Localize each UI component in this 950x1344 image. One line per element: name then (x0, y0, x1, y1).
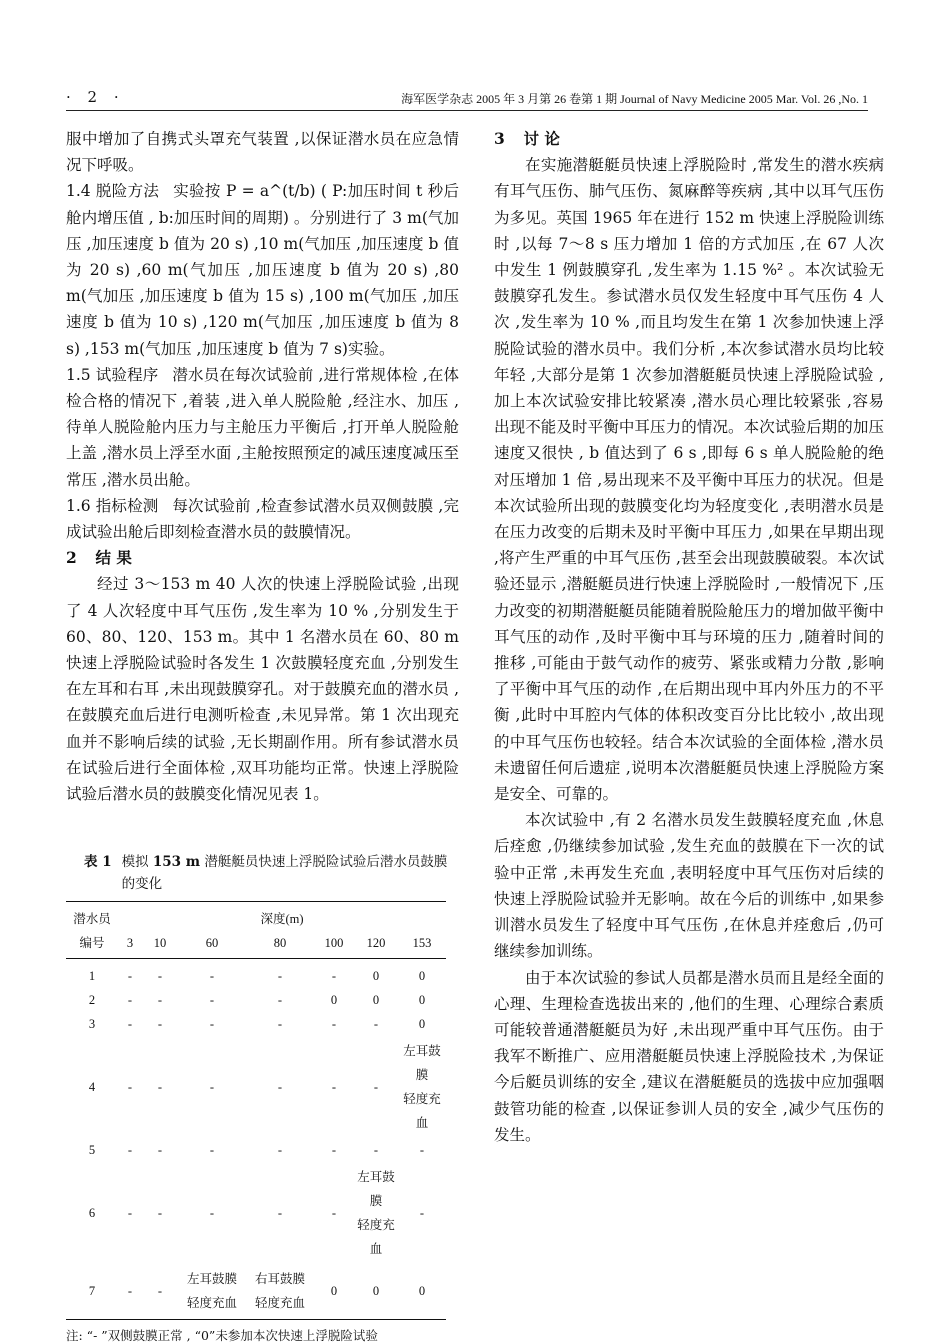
table-row-id: 7 (88, 1284, 96, 1299)
section-1-4-text: 实验按 P = a^(t/b) ( P:加压时间 t 秒后舱内增压值 , b:加压时间的周期) 。分别进行了 3 m(气加压 ,加压速度 b 值为 20 s) ,10 m(气加压 ,加压速度 b 值为 20 s) ,60 m(气加压 ,加压速度 b 值为 20 s) ,80 m(气加压 ,加压速度 b 值为 15 s) ,100 m(气加压 ,加压速度 b 值为 10 s) ,120 m(气加压 ,加压速度 b 值为 8 s) ,153 m(气加压 ,加压速度 b 值为 7 s)实验。 (66, 182, 459, 358)
discussion-paragraph-2: 本次试验中 ,有 2 名潜水员发生鼓膜轻度充血 ,休息后痊愈 ,仍继续参加试验 ,发生充血的鼓膜在下一次的试验中正常 ,未再发生充血 ,表明轻度中耳气压伤对后续的快速上浮脱险试验并无影响。故在今后的训练中 ,如果参训潜水员发生了轻度中耳气压伤 ,在休息并痊愈后 ,仍可继续参加训练。 (494, 811, 884, 961)
table-title-prefix: 模拟 (121, 854, 153, 871)
running-header: 海军医学杂志 2005 年 3 月第 26 卷第 1 期 Journal of Navy Medicine 2005 Mar. Vol. 26 ,No. 1 (401, 92, 868, 106)
table-row-id: 2 (88, 993, 96, 1008)
section-2-number: 2 (66, 548, 77, 568)
intro-paragraph: 服中增加了自携式头罩充气装置 ,以保证潜水员在应急情况下呼吸。 (66, 130, 459, 175)
table-cell: - (127, 969, 133, 984)
table-cell: - (277, 969, 283, 984)
section-1-6 (66, 493, 459, 545)
table-cell: - (373, 1080, 379, 1095)
table-row (66, 1012, 446, 1036)
discussion-paragraph-3: 由于本次试验的参试人员都是潜水员而且是经全面的心理、生理检查选拔出来的 ,他们的生理、心理综合素质可能较普通潜艇艇员为好 ,未出现严重中耳气压伤。由于我军不断推广、应用潜艇艇员快速上浮脱险技术 ,为保证今后艇员训练的安全 ,建议在潜艇艇员的选拔中应加强咽鼓管功能的检查 ,以保证参训人员的安全 ,减少气压伤的发生。 (494, 968, 884, 1144)
table-cell: - (209, 993, 215, 1008)
section-3-number: 3 (494, 129, 505, 148)
table-cell: 左耳鼓膜 轻度充血 (186, 1272, 237, 1311)
section-1-4-label: 1.4 脱险方法 (66, 182, 160, 201)
table-cell: - (157, 969, 163, 984)
table-row (66, 988, 446, 1012)
table-cell: 0 (418, 1017, 426, 1032)
section-1-6-label: 1.6 指标检测 (66, 496, 159, 515)
table-row-id: 1 (88, 969, 96, 984)
table-cell: - (127, 1143, 133, 1158)
table-row (66, 1162, 446, 1264)
header-depth-10: 10 (142, 931, 178, 959)
table-cell: - (209, 969, 215, 984)
table-row-id: 6 (88, 1206, 96, 1221)
section-1-5-label: 1.5 试验程序 (66, 365, 159, 384)
table-cell: 0 (330, 1284, 338, 1299)
section-3-title: 讨 论 (523, 129, 560, 148)
table-cell: - (277, 1143, 283, 1158)
table-cell: - (157, 993, 163, 1008)
table-number: 表 1 (84, 854, 112, 871)
table-cell: - (373, 1017, 379, 1032)
table-cell: 0 (418, 1284, 426, 1299)
table-cell: - (127, 1017, 133, 1032)
table-row (66, 959, 446, 989)
table-cell: 0 (372, 993, 380, 1008)
header-diver-line1: 潜水员 (73, 912, 111, 927)
table-cell: - (127, 993, 133, 1008)
right-column (494, 126, 884, 1148)
table-cell: 0 (330, 993, 338, 1008)
header-depth-153: 153 (398, 931, 446, 959)
table-cell: - (157, 1017, 163, 1032)
eardrum-table (66, 901, 446, 1320)
table-cell: - (209, 1080, 215, 1095)
table-cell: 0 (418, 969, 426, 984)
header-depth-60: 60 (178, 931, 246, 959)
table-cell: - (331, 1080, 337, 1095)
section-3-heading (494, 126, 884, 152)
header-rule (66, 110, 868, 111)
header-depth-100: 100 (314, 931, 354, 959)
table-cell: 左耳鼓膜 轻度充血 (403, 1044, 441, 1131)
table-title-suffix: 潜艇艇员快速上浮脱险试验后潜水员鼓膜的变化 (121, 854, 448, 893)
discussion-paragraph-1: 在实施潜艇艇员快速上浮脱险时 ,常发生的潜水疾病有耳气压伤、肺气压伤、氮麻醉等疾病 ,其中以耳气压伤为多见。英国 1965 年在进行 152 m 快速上浮脱险训练时 ,以每 7～8 s 压力增加 1 倍的方式加压 ,在 67 人次中发生 1 例鼓膜穿孔 ,发生率为 1.15 %² 。本次试验无鼓膜穿孔发生。参试潜水员仅发生轻度中耳气压伤 4 人次 ,发生率为 10 % ,而且均发生在第 1 次参加快速上浮脱险试验的潜水员中。我们分析 ,本次参试潜水员均比较年轻 ,大部分是第 1 次参加潜艇艇员快速上浮脱险试验 ,加上本次试验安排比较紧凑 ,潜水员心理比较紧张 ,容易出现不能及时平衡中耳压力的情况。本次试验后期的加压速度又很快 , b 值达到了 6 s ,即每 6 s 单人脱险舱的绝对压增加 1 倍 ,易出现来不及平衡中耳压力的状况。但是本次试验所出现的鼓膜变化均为轻度变化 ,表明潜水员是在压力改变的后期未及时平衡中耳压力 ,如果在早期出现 ,将产生严重的中耳气压伤 ,甚至会出现鼓膜破裂。本次试验还显示 ,潜艇艇员进行快速上浮脱险时 ,一般情况下 ,压力改变的初期潜艇艇员能随着脱险舱压力的增加做平衡中耳气压的动作 ,及时平衡中耳与环境的压力 ,随着时间的推移 ,可能由于鼓气动作的疲劳、紧张或精力分散 ,影响了平衡中耳气压的动作 ,在后期出现中耳内外压力的不平衡 ,此时中耳腔内气体的体积改变百分比比较小 ,故出现的中耳气压伤也较轻。结合本次试验的全面体检 ,潜水员未遗留任何后遗症 ,说明本次潜艇艇员快速上浮脱险方案是安全、可靠的。 (494, 156, 884, 804)
header-diver-line2: 编号 (66, 931, 118, 959)
table-cell: - (127, 1284, 133, 1299)
table-cell: - (127, 1206, 133, 1221)
page-number: · 2 · (66, 88, 125, 106)
table-cell: - (277, 1206, 283, 1221)
table-cell: - (127, 1080, 133, 1095)
table-row (66, 1036, 446, 1138)
table-body (66, 959, 446, 1320)
table-row-id: 3 (88, 1017, 96, 1032)
left-column (66, 126, 459, 1344)
table-cell: - (331, 1017, 337, 1032)
table-cell: - (331, 969, 337, 984)
table-cell: - (157, 1206, 163, 1221)
section-1-6-text: 每次试验前 ,检查参试潜水员双侧鼓膜 ,完成试验出舱后即刻检查潜水员的鼓膜情况。 (66, 496, 459, 542)
table-row-id: 5 (88, 1143, 96, 1158)
table-cell: 0 (372, 969, 380, 984)
table-header-row-2 (66, 931, 446, 959)
header-depth-120: 120 (354, 931, 398, 959)
table-cell: - (419, 1206, 425, 1221)
section-1-5-text: 潜水员在每次试验前 ,进行常规体检 ,在体检合格的情况下 ,着装 ,进入单人脱险舱 ,经注水、加压 ,待单人脱险舱内压力与主舱压力平衡后 ,打开单人脱险舱上盖 ,潜水员上浮至水面 ,主舱按照预定的减压速度减压至常压 ,潜水员出舱。 (66, 365, 459, 489)
table-title-bold: 153 m (152, 854, 201, 871)
table-cell: - (277, 1017, 283, 1032)
table-row-id: 4 (88, 1080, 96, 1095)
table-cell: - (209, 1143, 215, 1158)
section-2-title: 结 果 (95, 548, 132, 568)
table-cell: - (209, 1206, 215, 1221)
table-cell: - (373, 1143, 379, 1158)
table-title (122, 851, 459, 895)
section-2-heading (66, 545, 459, 571)
table-cell: 0 (418, 993, 426, 1008)
table-row (66, 1264, 446, 1320)
section-1-5 (66, 362, 459, 493)
section-1-4 (66, 178, 459, 361)
header-depth-80: 80 (246, 931, 314, 959)
table-cell: 右耳鼓膜 轻度充血 (254, 1272, 305, 1311)
table-note: 注: “- ”双侧鼓膜正常 , “0”未参加本次快速上浮脱险试验 (66, 1328, 378, 1344)
table-cell: - (277, 993, 283, 1008)
table-row (66, 1138, 446, 1162)
table-cell: 左耳鼓膜 轻度充血 (357, 1170, 395, 1257)
table-cell: - (277, 1080, 283, 1095)
table-cell: - (209, 1017, 215, 1032)
header-depth: 深度(m) (260, 912, 304, 927)
table-caption (84, 851, 459, 895)
table-cell: - (157, 1080, 163, 1095)
table-cell: - (331, 1206, 337, 1221)
table-cell: - (157, 1284, 163, 1299)
results-paragraph: 经过 3～153 m 40 人次的快速上浮脱险试验 ,出现了 4 人次轻度中耳气压伤 ,发生率为 10 % ,分别发生于 60、80、120、153 m。其中 1 名潜水员在 60、80 m 快速上浮脱险试验时各发生 1 次鼓膜轻度充血 ,分别发生在左耳和右耳 ,未出现鼓膜穿孔。对于鼓膜充血的潜水员 ,在鼓膜充血后进行电测听检查 ,未见异常。第 1 次出现充血并不影响后续的试验 ,无长期副作用。所有参试潜水员在试验后进行全面体检 ,双耳功能均正常。快速上浮脱险试验后潜水员的鼓膜变化情况见表 1。 (66, 575, 459, 804)
table-cell: - (419, 1143, 425, 1158)
table-cell: - (331, 1143, 337, 1158)
table-cell: 0 (372, 1284, 380, 1299)
table-header-row-1 (66, 902, 446, 932)
table-cell: - (157, 1143, 163, 1158)
header-depth-3: 3 (118, 931, 142, 959)
